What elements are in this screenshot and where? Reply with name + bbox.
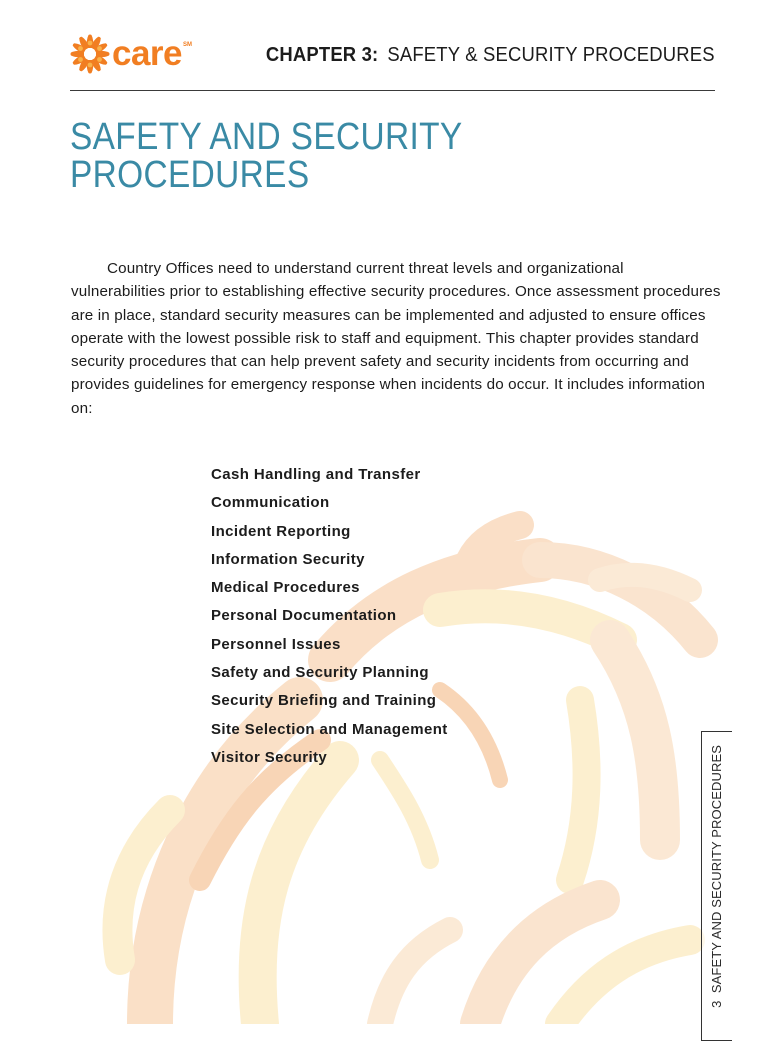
logo-wordmark: care [112, 34, 183, 73]
topics-list [211, 461, 448, 772]
page-header [70, 30, 715, 92]
side-tab-title: SAFETY AND SECURITY PROCEDURES [709, 745, 724, 994]
header-divider [70, 90, 715, 91]
topic-item: Security Briefing and Training [211, 692, 437, 710]
care-logo [70, 32, 192, 76]
chapter-side-tab-label [701, 731, 732, 1024]
intro-paragraph: Country Offices need to understand current threat levels and organizational vulnerabilities prior to establishing effective security procedures. Once assessment procedures are in place, standard security measures can be implemented and adjusted to ensure offices operate with the lowest possible risk to staff and equipment. This chapter provides standard security procedures that can help prevent safety and security incidents from occurring and provides guidelines for emergency response when incidents do occur. It includes information on: [71, 260, 721, 417]
care-hands-logo-icon [70, 34, 110, 74]
chapter-label: CHAPTER 3: [266, 43, 379, 66]
topic-item: Incident Reporting [211, 522, 351, 540]
topic-item: Communication [211, 494, 330, 512]
topic-item: Site Selection and Management [211, 720, 448, 738]
topic-item: Safety and Security Planning [211, 664, 429, 682]
topic-item: Medical Procedures [211, 579, 360, 597]
chapter-heading [266, 43, 715, 67]
topic-item: Visitor Security [211, 748, 328, 766]
logo-service-mark: SM [183, 42, 193, 48]
topic-item: Information Security [211, 550, 365, 568]
topic-item: Personnel Issues [211, 635, 341, 653]
page-title: SAFETY AND SECURITY PROCEDURES [70, 116, 462, 196]
side-tab-number: 3 [709, 1000, 724, 1008]
topic-item: Personal Documentation [211, 607, 397, 625]
topic-item: Cash Handling and Transfer [211, 466, 421, 483]
chapter-name: SAFETY & SECURITY PROCEDURES [387, 43, 715, 66]
